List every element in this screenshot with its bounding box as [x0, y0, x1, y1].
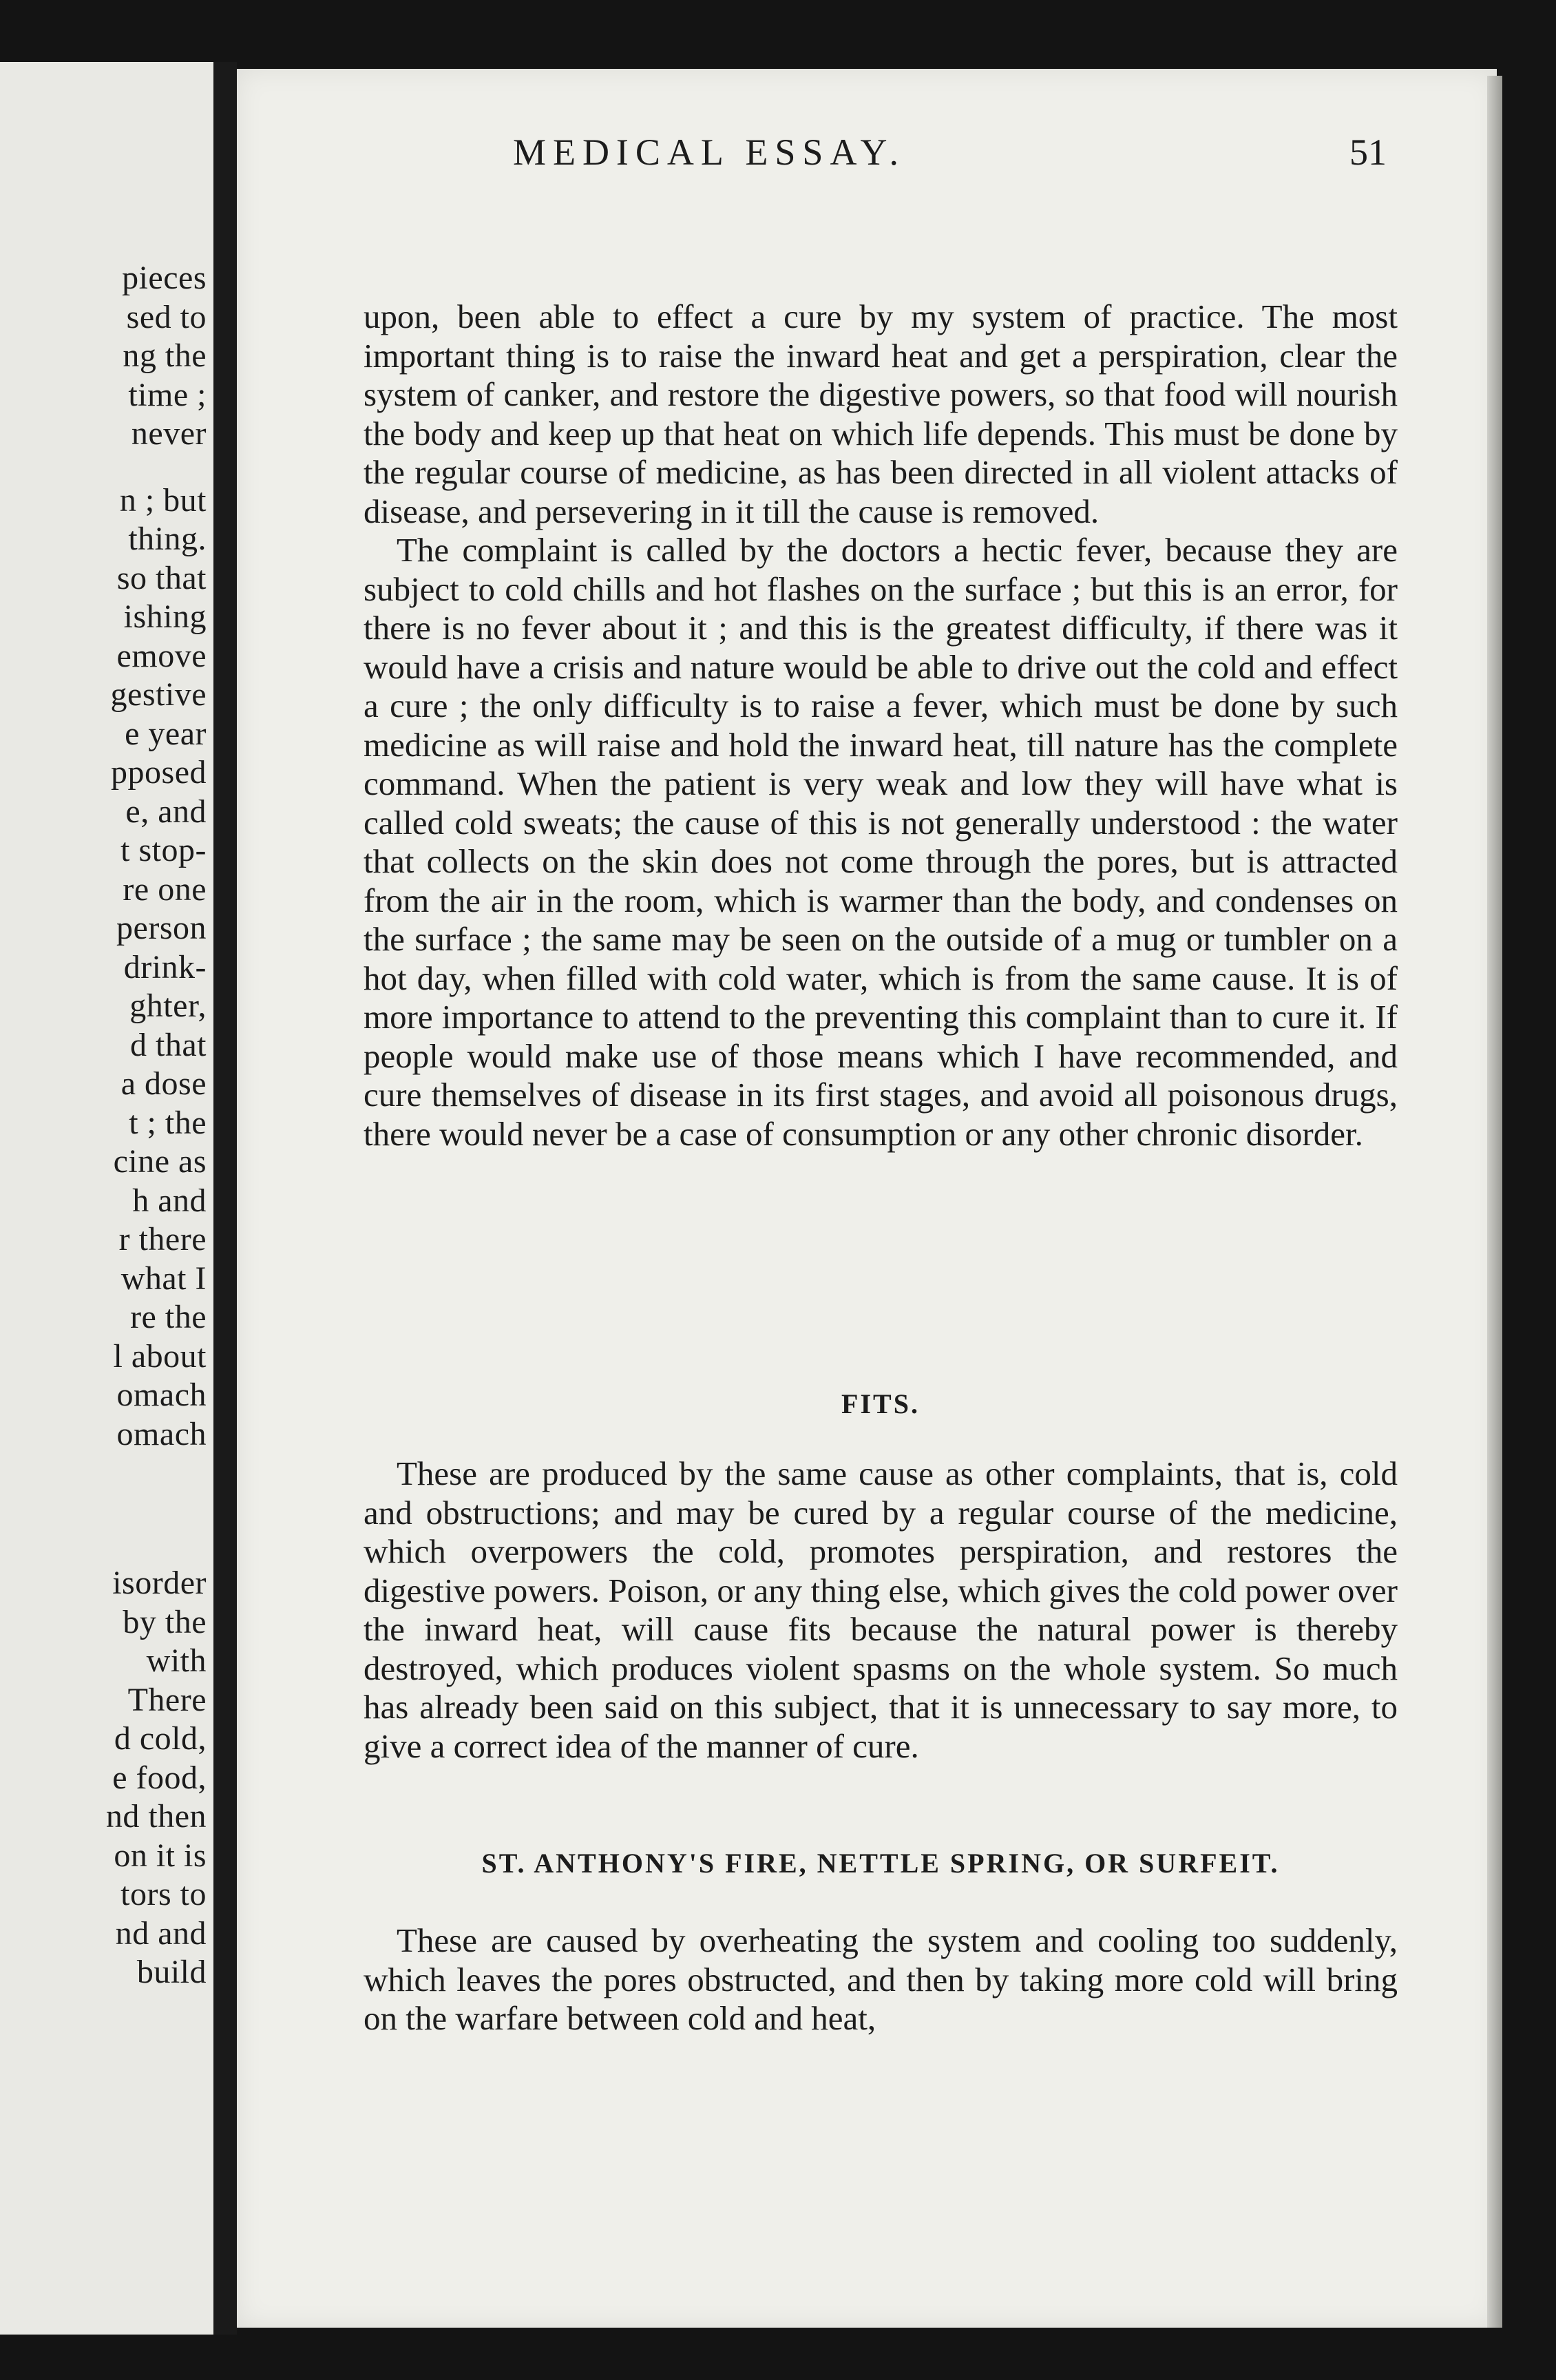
left-page-line: omach — [116, 1415, 207, 1452]
left-page-line: l about — [113, 1337, 207, 1375]
left-page-line: person — [116, 910, 207, 946]
left-page-line: h and — [132, 1182, 207, 1219]
st-anthonys-fire-text — [364, 1921, 1398, 2038]
paragraph-st-anthonys-fire: These are caused by overheating the system and cooling too suddenly, which leaves the pores obstructed, and then by taking more cold will bring on the warfare between cold and heat, — [364, 1921, 1398, 2037]
left-page-line: t stop- — [120, 832, 207, 868]
left-page-line: time ; — [128, 376, 207, 413]
paragraph-hectic-fever: The complaint is called by the doctors a hectic fever, because they are subject to cold chills and hot flashes on the surface ; but this is an error, for there is no fever about it ; and this is the greatest difficulty, if there was it would have a crisis and nature would be able to drive out the cold and effect a cure ; the only difficulty is to raise a fever, which must be done by such medicine as will raise and hold the inward heat, till nature has the complete command. When the patient is very weak and low they will have what is called cold sweats; the cause of this is not generally understood : the water that collects on the skin does not come through the pores, but is attracted from the air in the room, which is warmer than the body, and condenses on the surface ; the same may be seen on the outside of a mug or tumbler on a hot day, when filled with cold water, which is from the same cause. It is of more importance to attend to the preventing this complaint than to cure it. If people would make use of those means which I have recommended, and cure themselves of disease in its first stages, and avoid all poisonous drugs, there would never be a case of consumption or any other chronic disorder. — [364, 531, 1398, 1153]
paragraph-continuation: upon, been able to effect a cure by my system of practice. The most important thing is to raise the inward heat and get a perspiration, clear the system of canker, and restore the digestive powers, so that food will nourish the body and keep up that heat on which life depends. This must be done by the regular course of medicine, as has been directed in all violent attacks of disease, and persevering in it till the cause is removed. — [364, 298, 1398, 530]
paragraph-fits: These are produced by the same cause as other complaints, that is, cold and obstructions; and may be cured by a regular course of the medicine, which overpowers the cold, promotes perspiration, and restores the digestive powers. Poison, or any thing else, which gives the cold power over the inward heat, will cause fits because the natural power is thereby destroyed, which produces violent spasms on the whole system. So much has already been said on this subject, that it is unnecessary to say more, to give a correct idea of the manner of cure. — [364, 1454, 1398, 1765]
running-header: MEDICAL ESSAY. — [512, 132, 906, 173]
left-page-line: cine as — [113, 1143, 207, 1180]
left-page-line: by the — [123, 1603, 207, 1640]
left-page-line: on it is — [114, 1837, 207, 1874]
left-page-line: d that — [130, 1026, 207, 1063]
fits-heading: FITS. — [841, 1388, 920, 1419]
page-number: 51 — [1349, 132, 1387, 173]
left-page-line: what I — [120, 1260, 207, 1297]
left-page-line: There — [127, 1681, 207, 1718]
consumption-text — [364, 298, 1398, 1154]
left-page-line: re one — [123, 870, 207, 908]
left-page-line: so that — [116, 559, 207, 596]
left-page-line: gestive — [110, 676, 207, 713]
left-page-fragment — [0, 62, 213, 2335]
fits-text — [364, 1454, 1398, 1766]
left-page-line: thing. — [128, 521, 207, 557]
left-page-line: never — [131, 415, 207, 452]
left-page-line: d cold, — [114, 1720, 207, 1757]
left-page-line: build — [136, 1954, 207, 1990]
left-page-line: omach — [116, 1377, 207, 1413]
left-page-line: e year — [125, 715, 207, 752]
left-page-line: ghter, — [129, 988, 207, 1024]
page-edge — [1487, 76, 1502, 2328]
left-page-line: emove — [116, 637, 207, 674]
left-page-line: re the — [130, 1299, 207, 1335]
left-page-line: isorder — [112, 1565, 207, 1601]
left-page-line: e, and — [125, 793, 207, 830]
left-page-line: tors to — [120, 1876, 207, 1912]
left-page-line: pieces — [122, 260, 207, 296]
left-page-line: t ; the — [129, 1104, 207, 1141]
left-page-line: n ; but — [119, 481, 207, 519]
left-page-line: r there — [118, 1221, 207, 1257]
left-page-line: nd then — [105, 1798, 207, 1835]
left-page-line: sed to — [126, 298, 207, 335]
left-page-line: ng the — [123, 337, 207, 374]
left-page-line: pposed — [111, 754, 207, 791]
left-page-line: drink- — [123, 948, 207, 985]
book-gutter — [213, 62, 237, 2335]
left-page-line: nd and — [115, 1914, 207, 1952]
left-page-line: e food, — [112, 1759, 207, 1796]
left-page-line: ishing — [123, 598, 207, 635]
left-page-line: a dose — [120, 1065, 207, 1102]
left-page-line: with — [146, 1642, 207, 1679]
st-anthonys-fire-heading: ST. ANTHONY'S FIRE, NETTLE SPRING, OR SURFEIT. — [481, 1848, 1280, 1879]
